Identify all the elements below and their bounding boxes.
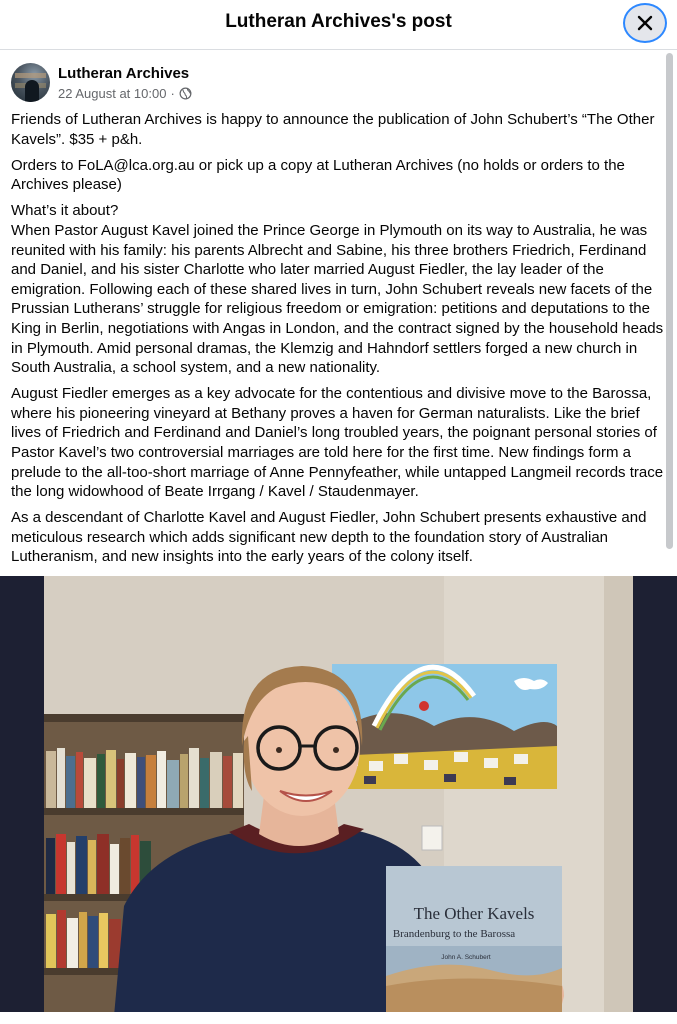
book-author: John A. Schubert	[441, 954, 491, 961]
dialog-title: Lutheran Archives's post	[225, 11, 452, 32]
post-paragraph: When Pastor August Kavel joined the Prince George in Plymouth on its way to Australia, he was reunited with his family: his parents Albrecht and Sabine, his three brothers Friedrich, Ferdinand and Daniel, and his sister Charlotte who later married August Fiedler, the lay leader of the emigration. Following each of these shared lives in turn, John Schubert reveals new facets of the Prussian Lutherans’ struggle for religious freedom or emigration: petitions and deputations to the King in Berlin, negotiations with Angas in London, and the contract signed by the household heads in Plymouth. Amid personal dramas, the Klemzig and Hahndorf settlers forged a new church in South Australia, a school system, and a new nationality.	[11, 221, 664, 377]
scrollbar[interactable]	[666, 53, 673, 549]
book-subtitle: Brandenburg to the Barossa	[392, 928, 516, 940]
post-dialog-header	[0, 0, 677, 50]
post-paragraph: Friends of Lutheran Archives is happy to announce the publication of John Schubert’s “The Other Kavels”. $35 + p&h.	[11, 111, 655, 148]
post-paragraph: August Fiedler emerges as a key advocate for the contentious and divisive move to the Barossa, where his pioneering vineyard at Bethany proves a haven for German naturalists. Like the brief lives of Friedrich and Ferdinand and Daniel’s long troubled years, the poignant personal stories of Pastor Kavel’s two controversial marriages are told here for the first time. New findings form a prelude to the all-too-short marriage of Anne Pennyfeather, while untapped Langmeil records trace the long widowhood of Beate Irrgang / Kavel / Staudenmayer.	[11, 385, 664, 501]
post-paragraph: Orders to FoLA@lca.org.au or pick up a copy at Lutheran Archives (no holds or orders to the Archives please)	[11, 156, 625, 194]
post-text	[11, 110, 665, 574]
book-title: The Other Kavels	[413, 904, 535, 923]
page-name-link[interactable]: Lutheran Archives	[58, 65, 190, 82]
meta-separator: ·	[170, 86, 175, 101]
post-date-link[interactable]: 22 August at 10:00	[58, 86, 167, 101]
post-paragraph-group	[11, 201, 665, 377]
page-avatar[interactable]	[11, 63, 50, 102]
post-header	[11, 63, 651, 105]
post-meta	[58, 86, 192, 101]
post-paragraph: As a descendant of Charlotte Kavel and August Fiedler, John Schubert presents exhaustive and meticulous research which adds significant new depth to the foundation story of Australian Lutheranism, and new insights into the early years of the colony itself.	[11, 509, 647, 566]
post-photo-container[interactable]	[0, 576, 677, 1024]
post-subheading: What’s it about?	[11, 202, 119, 220]
close-button[interactable]	[623, 3, 667, 43]
globe-icon[interactable]	[179, 87, 192, 100]
photo-bottom-edge	[0, 1012, 677, 1024]
close-icon	[636, 14, 654, 32]
post-photo[interactable]	[44, 576, 633, 1016]
